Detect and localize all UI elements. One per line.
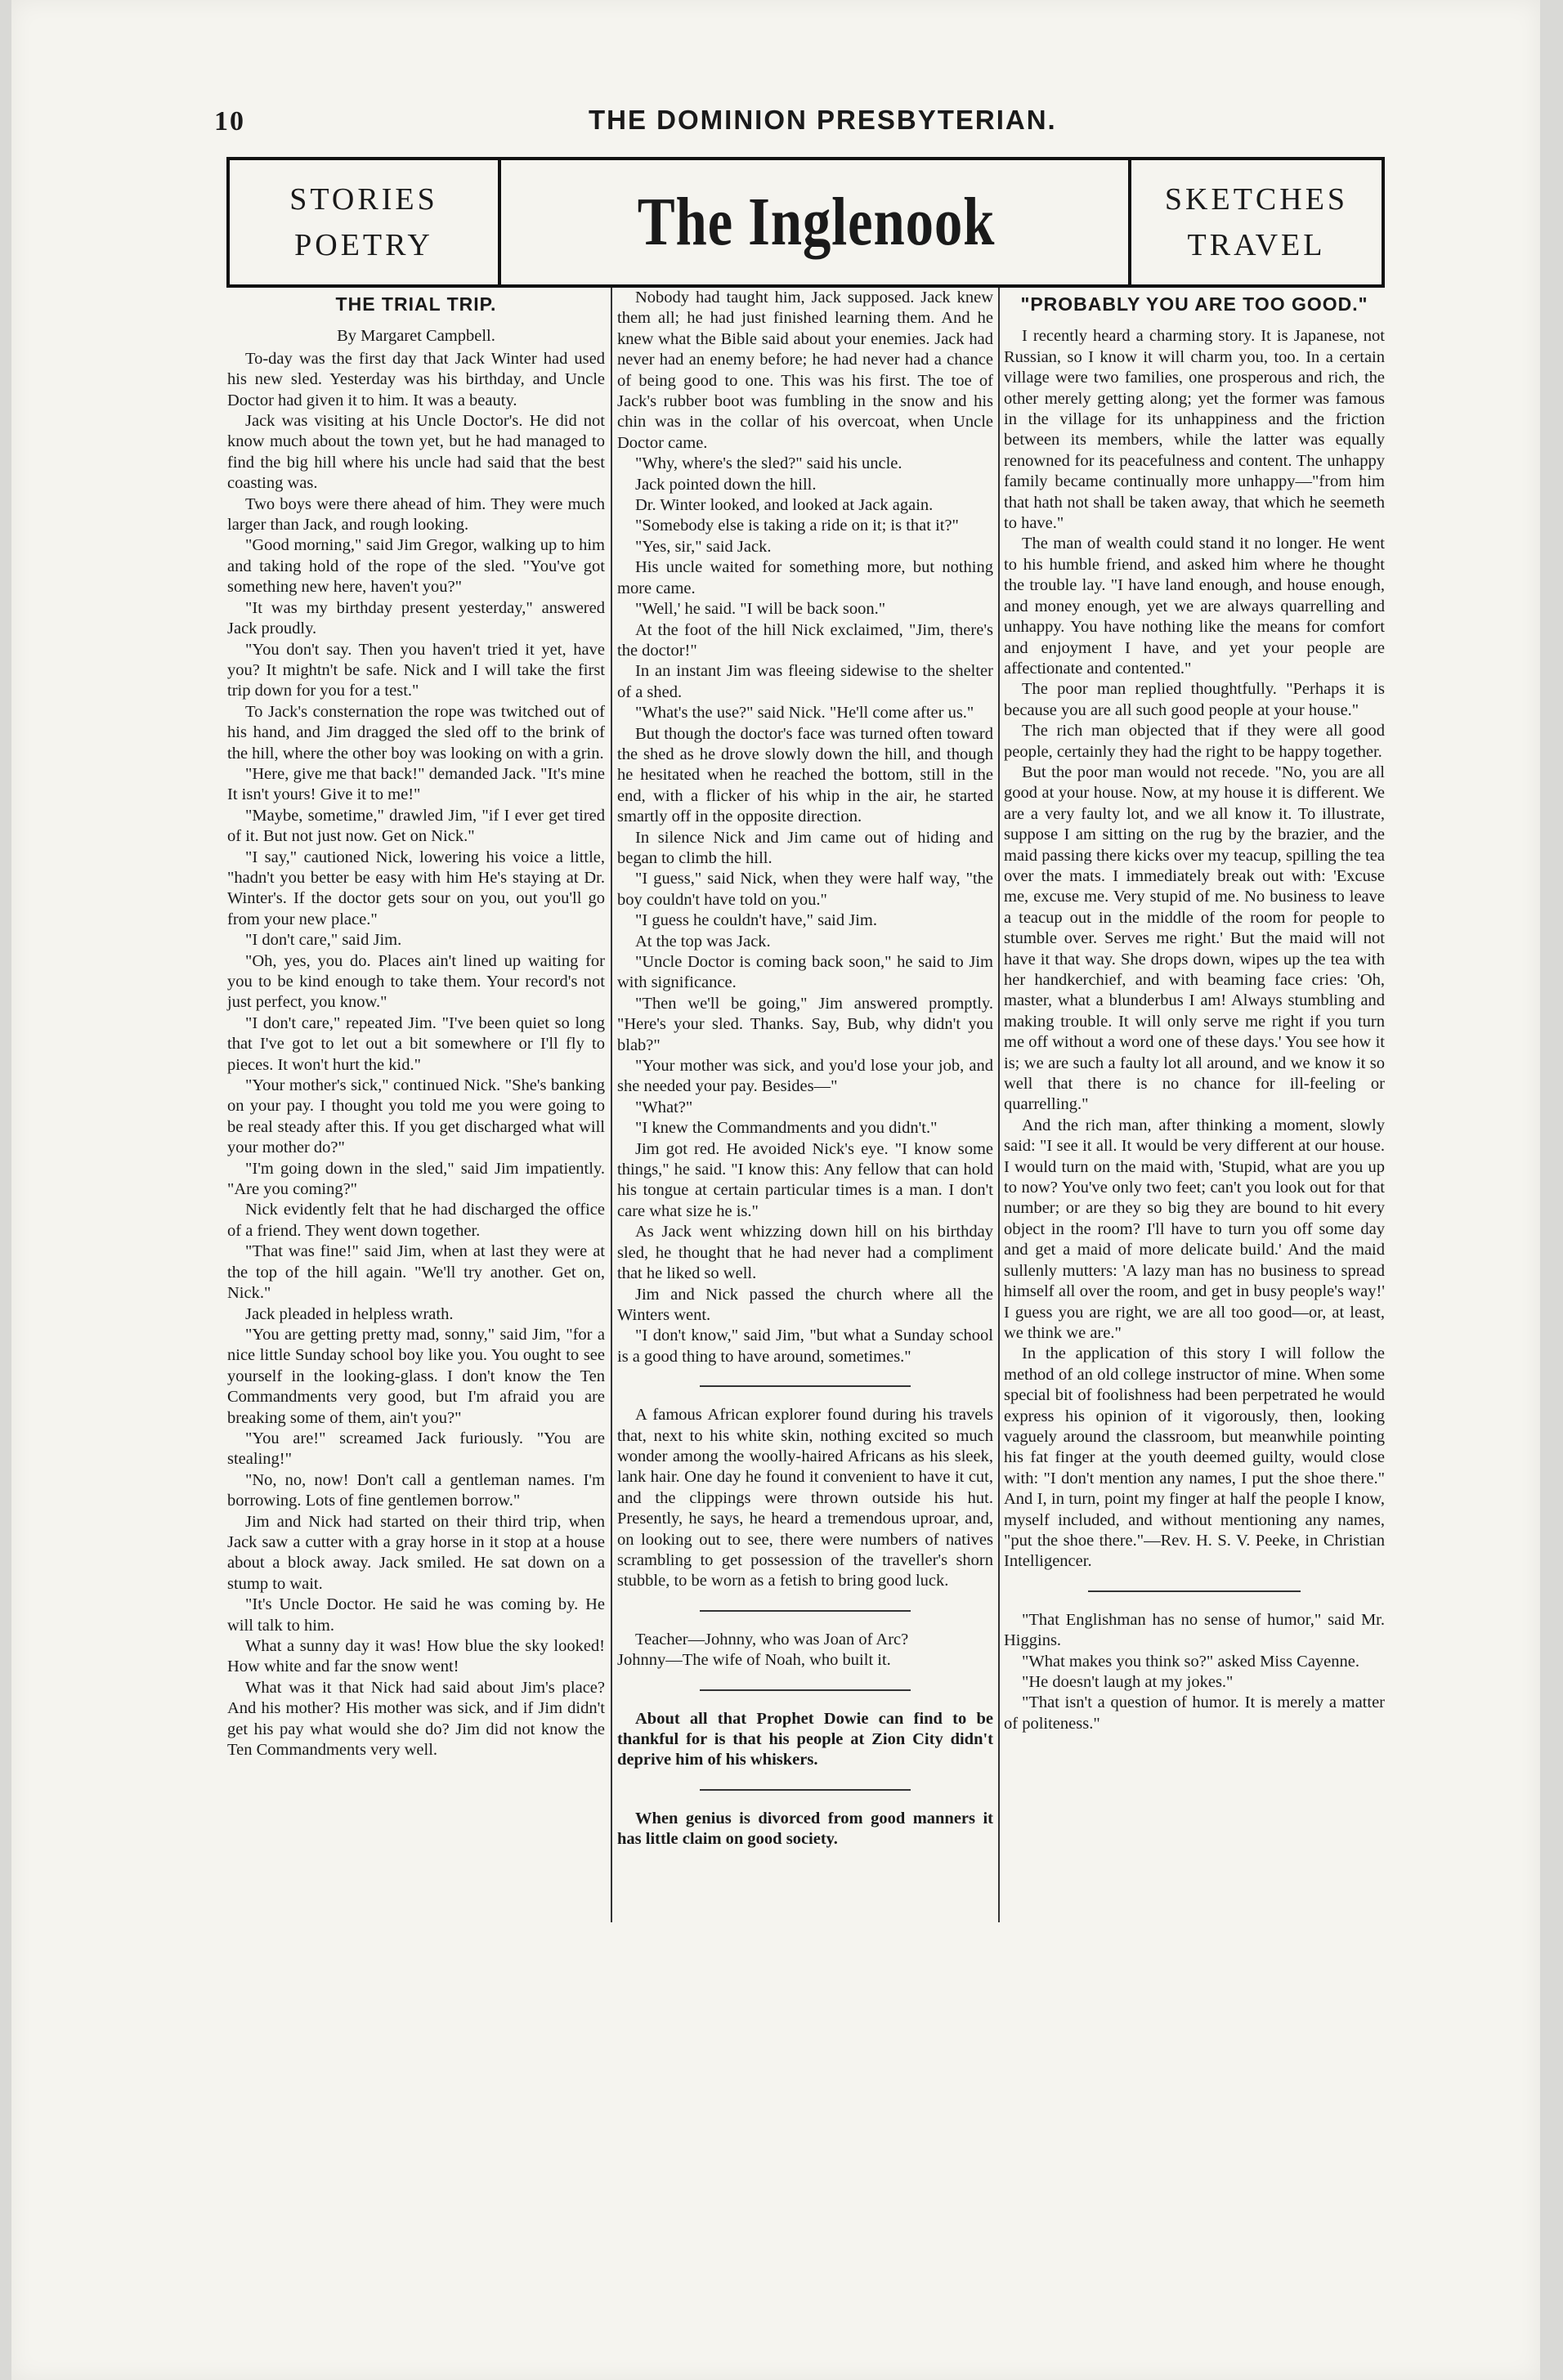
- story-paragraph: Jack was visiting at his Uncle Doctor's. He did not know much about the town yet, but he had managed to find the big hill where his uncle had said that the best coasting was.: [227, 412, 605, 493]
- humor-line: "He doesn't laugh at my jokes.": [1022, 1673, 1234, 1691]
- story-paragraph: To-day was the first day that Jack Winter had used his new sled. Yesterday was his birthday, and Uncle Doctor had given it to him. It was a beauty.: [227, 349, 605, 409]
- story-paragraph: To Jack's consternation the rope was twitched out of his hand, and Jim dragged the sled off to the brink of the hill, where the other boy was looking on with a grin.: [227, 702, 605, 763]
- story-paragraph: The rich man objected that if they were all good people, certainly they had the right to be happy together.: [1004, 722, 1385, 761]
- story-paragraph: "Good morning," said Jim Gregor, walking up to him and taking hold of the rope of the sled. "You've got something new here, haven't you?": [227, 536, 605, 597]
- story-paragraph: "Then we'll be going," Jim answered promptly. "Here's your sled. Thanks. Say, Bub, why didn't you blab?": [617, 994, 993, 1054]
- story-paragraph: "You are getting pretty mad, sonny," said Jim, "for a nice little Sunday school boy like you. You ought to see yourself in the looking-glass. I don't know the Ten Commandments very good, but I'm afraid you are breaking some of them, ain't you?": [227, 1325, 605, 1427]
- story-paragraph: "I guess," said Nick, when they were half way, "the boy couldn't have told on you.": [617, 870, 993, 909]
- column-3: [1004, 288, 1385, 1734]
- story-paragraph: Two boys were there ahead of him. They were much larger than Jack, and rough looking.: [227, 494, 605, 535]
- banner-stories-label: STORIES: [289, 182, 438, 217]
- story-paragraph: At the foot of the hill Nick exclaimed, "Jim, there's the doctor!": [617, 620, 993, 660]
- story-paragraph: Jim got red. He avoided Nick's eye. "I know some things," he said. "I know this: Any fellow that can hold his tongue at certain particular times is a man. I don't care what size he is.": [617, 1139, 993, 1220]
- story-paragraph: Jim and Nick passed the church where all the Winters went.: [617, 1285, 993, 1324]
- story-paragraph: "Well,' he said. "I will be back soon.": [635, 600, 886, 619]
- story2-body: [1004, 326, 1385, 1572]
- column-rule-left: [611, 288, 612, 1922]
- story-paragraph: "You don't say. Then you haven't tried it yet, have you? It mightn't be safe. Nick and I will take the first trip down for you for a test.": [227, 640, 605, 700]
- story-paragraph: "What?": [635, 1098, 693, 1116]
- story-paragraph: "I guess he couldn't have," said Jim.: [635, 911, 877, 930]
- story-paragraph: Nobody had taught him, Jack supposed. Jack knew them all; he had just finished learning them. And he knew what the Bible said about your enemies. Jack had never had an enemy before; he had never had a chance of being good to one. This was his first. The toe of Jack's rubber boot was fumbling in the snow and his chin was in the collar of his overcoat, when Uncle Doctor came.: [617, 289, 993, 452]
- banner-travel-label: TRAVEL: [1187, 228, 1326, 262]
- story-paragraph: "I say," cautioned Nick, lowering his voice a little, "hadn't you better be easy with him He's staying at Dr. Winter's. If the doctor gets sour on you, out you'll go from your new place.": [227, 848, 605, 928]
- explorer-item: A famous African explorer found during his travels that, next to his white skin, nothing excited so much wonder among the woolly-haired Africans as his sleek, lank hair. One day he found it convenient to have it cut, and the clippings were thrown outside his hut. Presently, he says, he heard a tremendous uproar, and, on looking out to see, there were numbers of natives scrambling to get possession of the traveller's shorn stubble, to be worn as a fetish to bring good luck.: [617, 1406, 993, 1590]
- story-paragraph: And the rich man, after thinking a moment, slowly said: "I see it all. It would be very different at our house. I would turn on the maid with, 'Stupid, what are you up to now? You've only two feet; can't you look out for that number; or are they so big they are bound to hit every object in the room? I'll have to turn you off some day and get a maid of more delicate build.' And the maid sullenly mutters: 'A lazy man has no business to spread himself all over the room, and get in busy people's way!' I guess you are right, we are all too good—or, at least, we think we are.": [1004, 1116, 1385, 1342]
- story-paragraph: But the poor man would not recede. "No, you are all good at your house. Now, at my house it is different. We are a very faulty lot, and we all know it. To illustrate, suppose I am sitting on the rug by the brazier, and the maid passing there kicks over my teacup, spilling the tea over the mats. I immediately break out with: 'Excuse me, excuse me. Very stupid of me. No business to leave a teacup out in the middle of the room for people to stumble over. Serves me right.' But the maid will not have it that way. She drops down, wipes up the tea with her handkerchief, and with beaming face cries: 'Oh, master, what a blunderbus I am! Always stumbling and making trouble. It will only serve me right if you turn me off without a word one of these days.' You see how it is; we are such a faulty lot all around, and we know it so well that there is no chance for ill-feeling or quarrelling.": [1004, 763, 1385, 1114]
- genius-item: When genius is divorced from good manners it has little claim on good society.: [617, 1809, 993, 1849]
- story-paragraph: In silence Nick and Jim came out of hiding and began to climb the hill.: [617, 828, 993, 867]
- story-paragraph: "It was my birthday present yesterday," answered Jack proudly.: [227, 598, 605, 638]
- humor-item: [1004, 1610, 1385, 1734]
- story-paragraph: What was it that Nick had said about Jim's place? And his mother? His mother was sick, and if Jim didn't get his pay what would she do? Jim did not know the Ten Commandments very well.: [227, 1678, 605, 1760]
- story-paragraph: "Oh, yes, you do. Places ain't lined up waiting for you to be kind enough to take them. Your record's not just perfect, you know.": [227, 951, 605, 1012]
- story-paragraph: Nick evidently felt that he had discharged the office of a friend. They went down together.: [227, 1201, 605, 1240]
- banner-poetry-label: POETRY: [294, 228, 433, 262]
- story-paragraph: "That was fine!" said Jim, when at last they were at the top of the hill again. "We'll try another. Get on, Nick.": [227, 1242, 605, 1303]
- story-title-too-good: "PROBABLY YOU ARE TOO GOOD.": [1020, 293, 1368, 315]
- page-number: 10: [214, 106, 245, 136]
- story-title-trial-trip: THE TRIAL TRIP.: [335, 293, 497, 315]
- story-body-part2: [617, 288, 993, 1367]
- story-paragraph: Jack pointed down the hill.: [635, 475, 817, 494]
- story-paragraph: I recently heard a charming story. It is Japanese, not Russian, so I know it will charm you, too. In a certain village were two families, one prosperous and rich, the other merely getting along; yet the former was famous in the village for its unhappiness and the friction between its members, while the latter was equally renowned for its peacefulness and content. The unhappy family became continually more unhappy—"from him that hath not shall be taken away, that which he seemeth to have.": [1004, 327, 1385, 533]
- story-paragraph: What a sunny day it was! How blue the sky looked! How white and far the snow went!: [227, 1637, 605, 1676]
- dowie-item: About all that Prophet Dowie can find to be thankful for is that his people at Zion City didn't deprive him of his whiskers.: [617, 1709, 993, 1769]
- story-paragraph: His uncle waited for something more, but nothing more came.: [617, 558, 993, 597]
- divider: [1088, 1590, 1301, 1592]
- column-2: [617, 288, 993, 1850]
- divider: [700, 1789, 911, 1791]
- story-paragraph: "Maybe, sometime," drawled Jim, "if I ever get tired of it. But not just now. Get on Nick.": [227, 806, 605, 846]
- column-1: [227, 288, 605, 1760]
- humor-line: "That isn't a question of humor. It is merely a matter of politeness.": [1004, 1693, 1385, 1733]
- banner-right-box: [1128, 160, 1382, 284]
- story-paragraph: "Somebody else is taking a ride on it; is that it?": [635, 517, 959, 535]
- story-paragraph: In an instant Jim was fleeing sidewise to the shelter of a shed.: [617, 662, 993, 701]
- story-paragraph: "No, no, now! Don't call a gentleman names. I'm borrowing. Lots of fine gentlemen borrow.": [227, 1470, 605, 1510]
- story-paragraph: Jack pleaded in helpless wrath.: [245, 1304, 454, 1323]
- story-paragraph: "Your mother was sick, and you'd lose your job, and she needed your pay. Besides—": [617, 1057, 993, 1096]
- divider: [700, 1689, 911, 1691]
- divider: [700, 1385, 911, 1387]
- story-paragraph: "I don't care," said Jim.: [245, 931, 402, 950]
- story-paragraph: But though the doctor's face was turned often toward the shed as he drove slowly down the hill, and though he hesitated when he reached the bottom, still in the end, with a flicker of his whip in the air, he started smartly off in the opposite direction.: [617, 724, 993, 826]
- story-paragraph: As Jack went whizzing down hill on his birthday sled, he thought that he had never had a compliment that he liked so well.: [617, 1223, 993, 1283]
- story-paragraph: "I'm going down in the sled," said Jim impatiently. "Are you coming?": [227, 1159, 605, 1199]
- story-paragraph: "It's Uncle Doctor. He said he was coming by. He will talk to him.: [227, 1595, 605, 1635]
- story-paragraph: The man of wealth could stand it no longer. He went to his humble friend, and asked him where he thought the trouble lay. "I have land enough, and house enough, and money enough, yet we are always quarrelling and unhappy. You have nothing like the means for comfort and enjoyment I have, and yet your people are affectionate and contented.": [1004, 535, 1385, 678]
- joan-item-line2: Johnny—The wife of Noah, who built it.: [617, 1651, 891, 1670]
- section-banner: [226, 157, 1385, 288]
- story-byline: By Margaret Campbell.: [337, 327, 495, 346]
- joan-item-line1: Teacher—Johnny, who was Joan of Arc?: [635, 1630, 909, 1649]
- story-paragraph: Jim and Nick had started on their third trip, when Jack saw a cutter with a gray horse in it stop at a house about a block away. Jack smiled. He sat down on a stump to wait.: [227, 1512, 605, 1593]
- column-rule-right: [998, 288, 1000, 1922]
- story-paragraph: At the top was Jack.: [635, 932, 771, 951]
- story-paragraph: The poor man replied thoughtfully. "Perhaps it is because you are all such good people at your house.": [1004, 680, 1385, 719]
- banner-title: The Inglenook: [637, 184, 996, 260]
- story-paragraph: "Yes, sir," said Jack.: [635, 537, 772, 556]
- story-paragraph: "I don't know," said Jim, "but what a Sunday school is a good thing to have around, sometimes.": [617, 1326, 993, 1366]
- story-paragraph: "I knew the Commandments and you didn't.": [635, 1119, 938, 1138]
- humor-line: "That Englishman has no sense of humor," said Mr. Higgins.: [1004, 1610, 1385, 1650]
- banner-left-box: [230, 160, 501, 284]
- story-paragraph: "Why, where's the sled?" said his uncle.: [635, 454, 902, 473]
- divider: [700, 1610, 911, 1612]
- story-paragraph: "Your mother's sick," continued Nick. "She's banking on your pay. I thought you told me you were going to be real steady after this. If you get discharged what will your mother do?": [227, 1076, 605, 1157]
- story-paragraph: "What's the use?" said Nick. "He'll come after us.": [635, 704, 974, 722]
- publication-title: THE DOMINION PRESBYTERIAN.: [589, 105, 1057, 135]
- story-body-part1: [227, 349, 605, 1761]
- story-paragraph: Dr. Winter looked, and looked at Jack again.: [635, 496, 934, 515]
- story-paragraph: "I don't care," repeated Jim. "I've been quiet so long that I've got to let out a bit somewhere or I'll fly to pieces. It won't hurt the kid.": [227, 1013, 605, 1074]
- story-paragraph: "Here, give me that back!" demanded Jack. "It's mine It isn't yours! Give it to me!": [227, 764, 605, 804]
- story-paragraph: "You are!" screamed Jack furiously. "You are stealing!": [227, 1429, 605, 1469]
- banner-sketches-label: SKETCHES: [1164, 182, 1349, 217]
- story-paragraph: In the application of this story I will follow the method of an old college instructor of mine. When some special bit of foolishness had been perpetrated he would express his opinion of it vigorously, then, looking vaguely around the classroom, but meanwhile pointing his fat finger at the youth deemed guilty, would close with: "I don't mention any names, I put the shoe there." And I, in turn, point my finger at half the people I know, myself included, and without mentioning any names, "put the shoe there."—Rev. H. S. V. Peeke, in Christian Intelligencer.: [1004, 1344, 1385, 1571]
- story-paragraph: "Uncle Doctor is coming back soon," he said to Jim with significance.: [617, 953, 993, 992]
- humor-line: "What makes you think so?" asked Miss Cayenne.: [1022, 1652, 1359, 1671]
